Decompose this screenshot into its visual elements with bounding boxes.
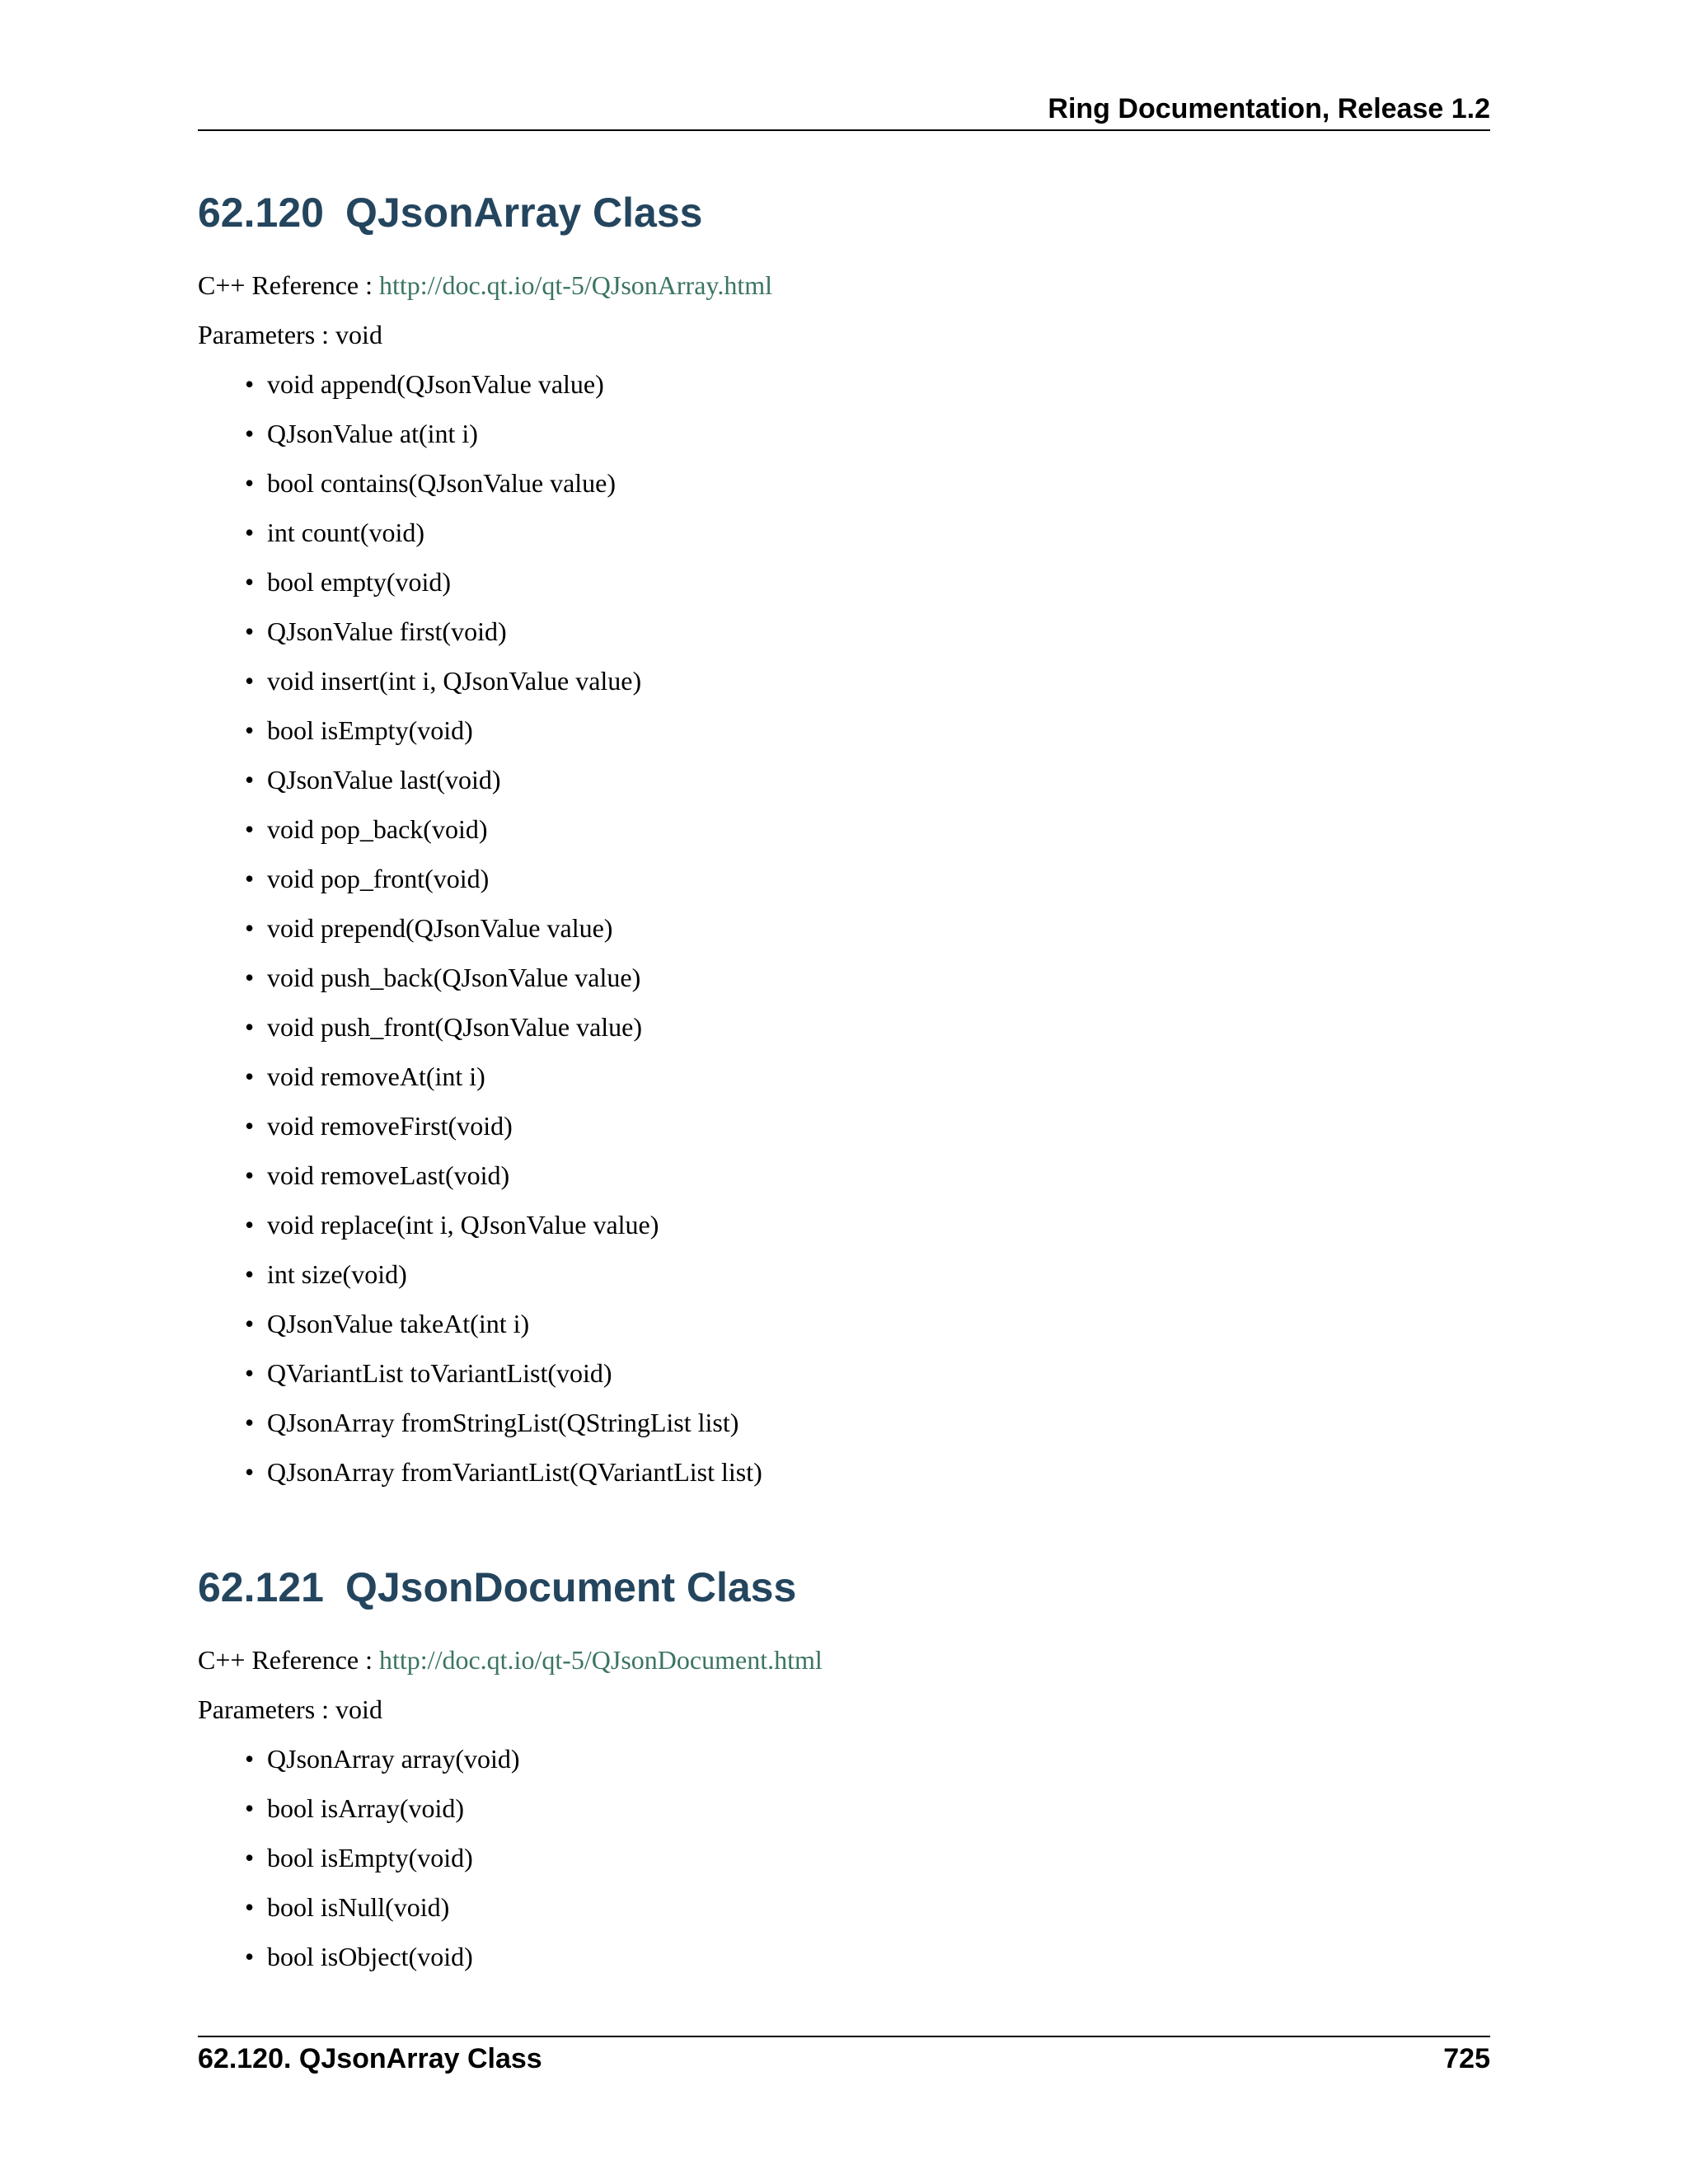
parameters-value: void (335, 1694, 382, 1724)
method-signature: bool empty(void) (267, 567, 452, 597)
method-signature: bool isObject(void) (267, 1942, 473, 1971)
method-signature: bool isArray(void) (267, 1793, 465, 1823)
section-number: 62.121 (198, 1564, 324, 1610)
bullet-icon: • (245, 1942, 255, 1971)
list-item (245, 664, 1490, 697)
bullet-icon: • (245, 1012, 255, 1042)
list-item (245, 1208, 1490, 1241)
method-list (198, 368, 1490, 1488)
list-item (245, 1742, 1490, 1775)
list-item (245, 565, 1490, 598)
bullet-icon: • (245, 814, 255, 844)
footer-rule (198, 2036, 1490, 2037)
method-signature: void removeAt(int i) (267, 1062, 485, 1091)
bullet-icon: • (245, 1160, 255, 1190)
method-signature: void push_back(QJsonValue value) (267, 963, 641, 992)
bullet-icon: • (245, 419, 255, 448)
list-item (245, 1940, 1490, 1973)
method-signature: QJsonArray array(void) (267, 1744, 520, 1774)
bullet-icon: • (245, 518, 255, 547)
list-item (245, 1455, 1490, 1488)
list-item (245, 1159, 1490, 1192)
list-item (245, 912, 1490, 944)
list-item (245, 813, 1490, 846)
method-signature: QJsonArray fromVariantList(QVariantList list) (267, 1457, 762, 1487)
method-signature: void push_front(QJsonValue value) (267, 1012, 643, 1042)
list-item (245, 1307, 1490, 1340)
parameters-value: void (335, 320, 382, 349)
list-item (245, 417, 1490, 450)
running-header: Ring Documentation, Release 1.2 (1048, 93, 1490, 124)
list-item (245, 1357, 1490, 1390)
section-title-text: QJsonDocument Class (345, 1564, 797, 1610)
list-item (245, 714, 1490, 747)
bullet-icon: • (245, 567, 255, 597)
reference-label: C++ Reference : (198, 270, 373, 300)
bullet-icon: • (245, 1309, 255, 1338)
section-title (198, 188, 1490, 237)
list-item (245, 1841, 1490, 1874)
method-signature: void append(QJsonValue value) (267, 369, 604, 399)
list-item (245, 1258, 1490, 1291)
method-signature: void replace(int i, QJsonValue value) (267, 1210, 659, 1240)
parameters-line (198, 1693, 1490, 1726)
bullet-icon: • (245, 1210, 255, 1240)
parameters-label: Parameters : (198, 1694, 330, 1724)
list-item (245, 1792, 1490, 1825)
list-item (245, 516, 1490, 549)
bullet-icon: • (245, 715, 255, 745)
method-signature: QJsonValue takeAt(int i) (267, 1309, 530, 1338)
method-signature: bool isNull(void) (267, 1892, 450, 1922)
bullet-icon: • (245, 1111, 255, 1141)
bullet-icon: • (245, 1744, 255, 1774)
bullet-icon: • (245, 1457, 255, 1487)
cpp-reference-line (198, 1643, 1490, 1676)
bullet-icon: • (245, 963, 255, 992)
method-signature: bool isEmpty(void) (267, 715, 473, 745)
method-signature: bool isEmpty(void) (267, 1843, 473, 1872)
method-signature: QJsonArray fromStringList(QStringList list) (267, 1408, 739, 1437)
list-item (245, 1109, 1490, 1142)
reference-label: C++ Reference : (198, 1645, 373, 1675)
section-title-text: QJsonArray Class (345, 190, 703, 236)
method-signature: void pop_front(void) (267, 864, 490, 893)
header-rule (198, 129, 1490, 131)
list-item (245, 763, 1490, 796)
bullet-icon: • (245, 765, 255, 794)
method-signature: QJsonValue last(void) (267, 765, 501, 794)
section-qjsonarray (198, 188, 1490, 1505)
bullet-icon: • (245, 864, 255, 893)
method-signature: int size(void) (267, 1259, 407, 1289)
document-page (198, 0, 1490, 2184)
list-item (245, 1060, 1490, 1093)
reference-link[interactable]: http://doc.qt.io/qt-5/QJsonArray.html (379, 270, 772, 300)
method-signature: void pop_back(void) (267, 814, 488, 844)
section-qjsondocument (198, 1563, 1490, 1990)
bullet-icon: • (245, 468, 255, 498)
method-signature: int count(void) (267, 518, 425, 547)
footer-section-label: 62.120. QJsonArray Class (198, 2043, 542, 2074)
list-item (245, 1406, 1490, 1439)
method-signature: QJsonValue at(int i) (267, 419, 478, 448)
list-item (245, 862, 1490, 895)
parameters-line (198, 318, 1490, 351)
method-signature: bool contains(QJsonValue value) (267, 468, 617, 498)
page-number: 725 (1443, 2043, 1490, 2074)
parameters-label: Parameters : (198, 320, 330, 349)
method-signature: void insert(int i, QJsonValue value) (267, 666, 642, 696)
bullet-icon: • (245, 1358, 255, 1388)
cpp-reference-line (198, 269, 1490, 302)
list-item (245, 1010, 1490, 1043)
bullet-icon: • (245, 1408, 255, 1437)
bullet-icon: • (245, 1062, 255, 1091)
method-signature: void removeLast(void) (267, 1160, 510, 1190)
bullet-icon: • (245, 1259, 255, 1289)
bullet-icon: • (245, 666, 255, 696)
section-title (198, 1563, 1490, 1612)
reference-link[interactable]: http://doc.qt.io/qt-5/QJsonDocument.html (379, 1645, 823, 1675)
bullet-icon: • (245, 1892, 255, 1922)
method-signature: void removeFirst(void) (267, 1111, 513, 1141)
list-item (245, 961, 1490, 994)
list-item (245, 1891, 1490, 1924)
bullet-icon: • (245, 913, 255, 943)
method-signature: void prepend(QJsonValue value) (267, 913, 613, 943)
bullet-icon: • (245, 1793, 255, 1823)
method-signature: QJsonValue first(void) (267, 616, 507, 646)
bullet-icon: • (245, 616, 255, 646)
section-number: 62.120 (198, 190, 324, 236)
list-item (245, 615, 1490, 648)
bullet-icon: • (245, 1843, 255, 1872)
method-signature: QVariantList toVariantList(void) (267, 1358, 612, 1388)
method-list (198, 1742, 1490, 1973)
list-item (245, 368, 1490, 401)
list-item (245, 466, 1490, 499)
bullet-icon: • (245, 369, 255, 399)
